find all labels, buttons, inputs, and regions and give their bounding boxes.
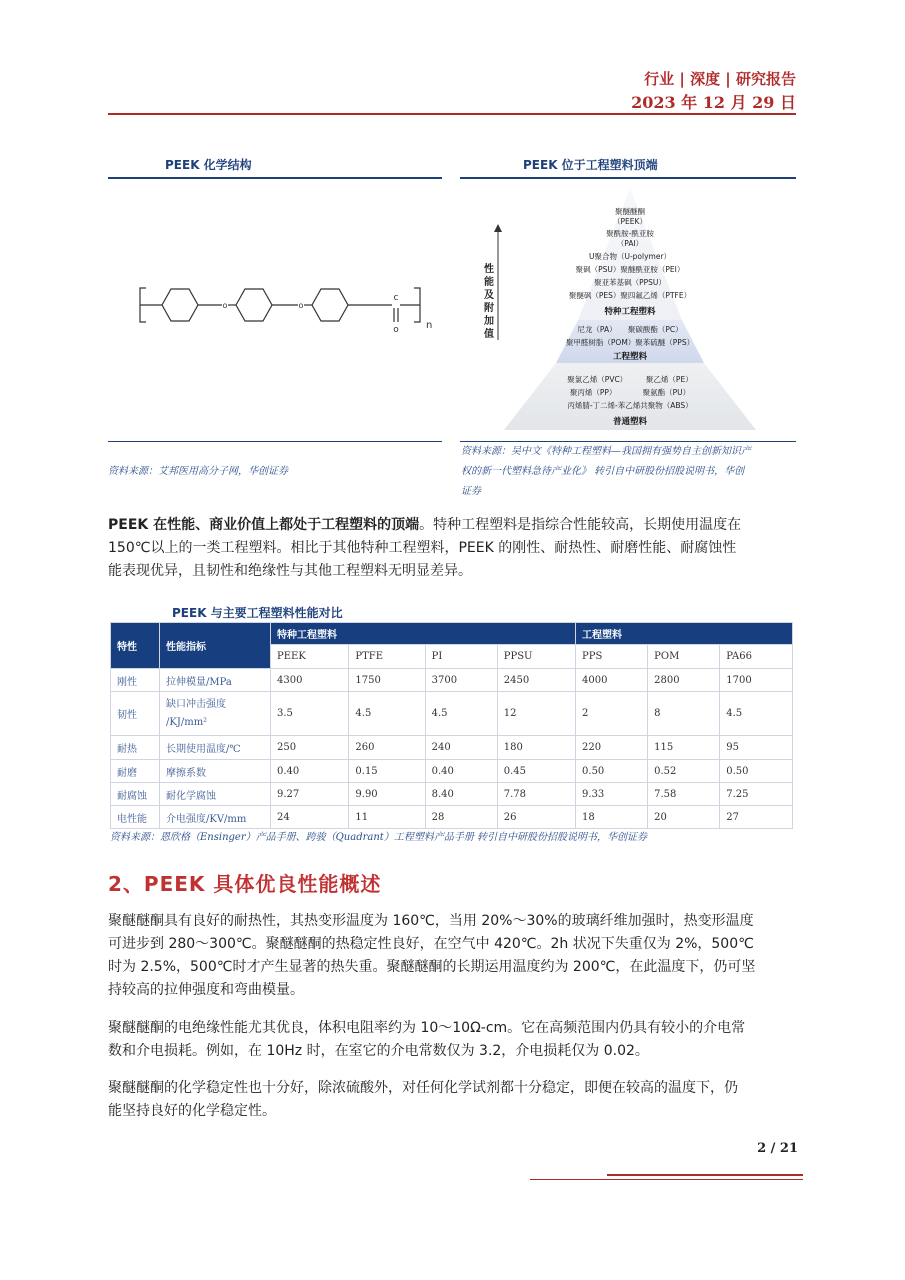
row-indicator: 摩擦系数 [160, 760, 271, 783]
figure-left-title: PEEK 化学结构 [165, 158, 252, 172]
table-row [111, 783, 793, 806]
row-property: 刚性 [111, 669, 160, 692]
tier-label-common: 普通塑料 [612, 417, 648, 427]
row-indicator: 缺口冲击强度 /KJ/mm² [160, 692, 271, 736]
row-property: 耐腐蚀 [111, 783, 160, 806]
header-property: 特性 [111, 623, 160, 669]
benzene-ring-2 [236, 289, 272, 321]
table-cell: 4.5 [720, 692, 793, 736]
table-cell: 3700 [425, 669, 497, 692]
table-cell: 9.27 [271, 783, 349, 806]
material-header: PEEK [271, 645, 349, 669]
table-cell: 240 [425, 736, 497, 760]
table-cell: 18 [576, 806, 648, 829]
svg-text:o: o [222, 301, 228, 310]
table-row [111, 806, 793, 829]
paragraph-line: 可进步到 280～300℃。聚醚醚酮的热稳定性良好，在空气中 420℃。2h 状况下失重仅为 2%，500℃ [108, 936, 754, 952]
page-number: 2 / 21 [757, 1141, 798, 1156]
row-indicator: 耐化学腐蚀 [160, 783, 271, 806]
axis-label-char: 附 [484, 303, 494, 314]
paragraph-line: 聚醚醚酮的电绝缘性能尤其优良，体积电阻率约为 10～10Ω-cm。它在高频范围内仍具有较小的介电常 [108, 1020, 746, 1036]
row-indicator: 拉伸模量/MPa [160, 669, 271, 692]
peek-structure-diagram [130, 270, 440, 350]
table-title: PEEK 与主要工程塑料性能对比 [172, 606, 343, 620]
row-property: 韧性 [111, 692, 160, 736]
table-cell: 0.15 [349, 760, 425, 783]
axis-label-char: 能 [484, 277, 494, 288]
pyramid-item: （PEEK） [613, 217, 647, 226]
section-paragraph-3 [108, 1077, 798, 1123]
pyramid-item: 聚丙烯（PP） 聚氨酯（PU） [569, 388, 691, 397]
header-engineering-plastics: 工程塑料 [576, 623, 793, 645]
header-indicator: 性能指标 [160, 623, 271, 669]
figure-left-bottom-rule [108, 441, 442, 442]
table-source: 资料来源：恩欣格（Ensinger）产品手册、跨骏（Quadrant）工程塑料产品手册 转引自中研股份招股说明书，华创证券 [110, 832, 647, 843]
pyramid-item: 聚砜（PSU）聚醚酰亚胺（PEI） [575, 265, 685, 274]
tier-label-engineering: 工程塑料 [612, 352, 648, 362]
table-cell: 4.5 [349, 692, 425, 736]
table-cell: 28 [425, 806, 497, 829]
source-line: 权的新一代塑料急待产业化》 转引自中研股份招股说明书，华创 [461, 466, 745, 477]
pyramid-item: 聚醚砜（PES）聚四氟乙烯（PTFE） [568, 291, 692, 300]
table-cell: 1750 [349, 669, 425, 692]
table-cell: 0.50 [720, 760, 793, 783]
material-header: PPSU [497, 645, 575, 669]
table-cell: 0.40 [271, 760, 349, 783]
paragraph-line: 聚醚醚酮具有良好的耐热性，其热变形温度为 160℃，当用 20%～30%的玻璃纤维加强时，热变形温度 [108, 913, 754, 929]
table-cell: 0.50 [576, 760, 648, 783]
report-category: 行业 | 深度 | 研究报告 [644, 70, 796, 88]
table-row [111, 669, 793, 692]
intro-lead: PEEK 在性能、商业价值上都处于工程塑料的顶端 [108, 517, 420, 533]
figure-right-source [461, 442, 751, 502]
table-cell: 260 [349, 736, 425, 760]
table-cell: 9.90 [349, 783, 425, 806]
table-cell: 8 [648, 692, 720, 736]
row-indicator: 长期使用温度/℃ [160, 736, 271, 760]
intro-line: 150℃以上的一类工程塑料。相比于其他特种工程塑料，PEEK 的刚性、耐热性、耐磨性能、耐腐蚀性 [108, 540, 737, 556]
pyramid-item: 丙烯腈-丁二烯-苯乙烯共聚物（ABS） [567, 401, 693, 410]
paragraph-line: 时为 2.5%，500℃时才产生显著的热失重。聚醚醚酮的长期运用温度约为 200℃，在此温度下，仍可坚 [108, 959, 756, 975]
paragraph-line: 能坚持良好的化学稳定性。 [108, 1103, 276, 1119]
table-cell: 0.40 [425, 760, 497, 783]
table-cell: 7.58 [648, 783, 720, 806]
table-cell: 8.40 [425, 783, 497, 806]
paragraph-line: 数和介电损耗。例如，在 10Hz 时，在室它的介电常数仅为 3.2，介电损耗仅为 0.02。 [108, 1043, 649, 1059]
table-row [111, 760, 793, 783]
table-cell: 4.5 [425, 692, 497, 736]
table-cell: 1700 [720, 669, 793, 692]
pyramid-item: 聚醚醚酮 [615, 207, 645, 216]
footer-rule-thick [607, 1174, 803, 1176]
row-property: 耐磨 [111, 760, 160, 783]
axis-arrow-head [494, 224, 502, 232]
table-cell: 12 [497, 692, 575, 736]
figure-right-top-rule [460, 177, 796, 179]
section-title: 2、PEEK 具体优良性能概述 [108, 872, 382, 896]
row-indicator: 介电强度/KV/mm [160, 806, 271, 829]
table-cell: 9.33 [576, 783, 648, 806]
figure-left-source: 资料来源：艾邦医用高分子网，华创证券 [108, 466, 288, 477]
paragraph-line: 持较高的拉伸强度和弯曲模量。 [108, 982, 304, 998]
intro-line: 能表现优异，且韧性和绝缘性与其他工程塑料无明显差异。 [108, 563, 472, 579]
table-cell: 3.5 [271, 692, 349, 736]
table-cell: 2 [576, 692, 648, 736]
performance-table [110, 622, 793, 829]
table-cell: 24 [271, 806, 349, 829]
table-row [111, 736, 793, 760]
table-cell: 220 [576, 736, 648, 760]
plastics-pyramid [460, 180, 796, 442]
table-cell: 2800 [648, 669, 720, 692]
row-property: 耐热 [111, 736, 160, 760]
axis-label-char: 及 [484, 290, 494, 301]
table-cell: 95 [720, 736, 793, 760]
svg-text:o: o [393, 325, 399, 335]
table-cell: 4300 [271, 669, 349, 692]
pyramid-item: 聚酰胺-酰亚胺 [606, 229, 654, 238]
section-paragraph-1 [108, 910, 798, 1002]
table-cell: 7.78 [497, 783, 575, 806]
svg-text:c: c [393, 293, 399, 303]
intro-line [108, 514, 798, 537]
table-cell: 7.25 [720, 783, 793, 806]
header-divider [108, 113, 796, 115]
table-cell: 2450 [497, 669, 575, 692]
table-cell: 20 [648, 806, 720, 829]
svg-text:o: o [298, 301, 304, 310]
footer-rule-thin [530, 1179, 803, 1180]
figure-left-top-rule [108, 177, 442, 179]
material-header: PPS [576, 645, 648, 669]
source-line: 证券 [461, 486, 481, 497]
axis-label-char: 加 [484, 316, 494, 327]
pyramid-item: 聚甲醛树脂（POM）聚苯硫醚（PPS） [565, 338, 695, 347]
intro-text: 。特种工程塑料是指综合性能较高，长期使用温度在 [419, 517, 742, 533]
table-cell: 250 [271, 736, 349, 760]
axis-label-char: 值 [484, 329, 494, 340]
pyramid-item: （PAI） [616, 239, 644, 248]
table-cell: 11 [349, 806, 425, 829]
table-cell: 26 [497, 806, 575, 829]
figure-right-title: PEEK 位于工程塑料顶端 [523, 158, 658, 172]
intro-paragraph [108, 514, 798, 583]
pyramid-item: 聚氯乙烯（PVC） 聚乙烯（PE） [567, 375, 693, 384]
table-cell: 4000 [576, 669, 648, 692]
report-date: 2023 年 12 月 29 日 [631, 93, 796, 112]
tier-label-special: 特种工程塑料 [604, 307, 656, 317]
repeat-unit-n: n [426, 320, 433, 331]
row-property: 电性能 [111, 806, 160, 829]
table-cell: 0.52 [648, 760, 720, 783]
pyramid-item: 尼龙（PA） 聚碳酸酯（PC） [577, 325, 683, 334]
pyramid-item: 聚亚苯基砜（PPSU） [594, 278, 666, 287]
source-line: 资料来源：吴中文《特种工程塑料—我国拥有强势自主创新知识产 [461, 446, 751, 457]
benzene-ring-3 [312, 289, 348, 321]
table-cell: 27 [720, 806, 793, 829]
table-row [111, 692, 793, 736]
material-header: PA66 [720, 645, 793, 669]
pyramid-item: U聚合物（U-polymer） [588, 252, 672, 261]
table-cell: 0.45 [497, 760, 575, 783]
material-header: POM [648, 645, 720, 669]
header-special-plastics: 特种工程塑料 [271, 623, 576, 645]
table-cell: 115 [648, 736, 720, 760]
benzene-ring-1 [162, 289, 198, 321]
material-header: PTFE [349, 645, 425, 669]
material-header: PI [425, 645, 497, 669]
table-cell: 180 [497, 736, 575, 760]
section-paragraph-2 [108, 1017, 798, 1063]
axis-label-char: 性 [484, 264, 494, 275]
paragraph-line: 聚醚醚酮的化学稳定性也十分好，除浓硫酸外，对任何化学试剂都十分稳定，即便在较高的温度下，仍 [108, 1080, 738, 1096]
